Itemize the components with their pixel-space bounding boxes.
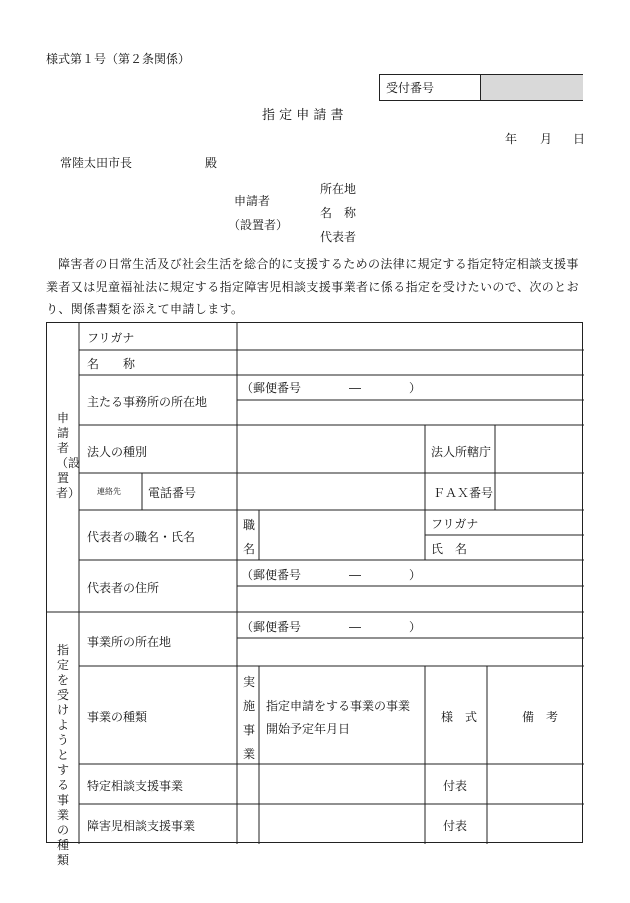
row1-remarks-field[interactable] [488, 765, 583, 803]
row2-start-date-field[interactable] [260, 805, 424, 843]
rep-name-label: 氏 名 [431, 542, 468, 556]
honorific: 殿 [205, 156, 218, 170]
date-day: 日 [573, 132, 586, 146]
addressee: 常陸太田市長 [60, 156, 133, 170]
rep-title-field[interactable] [260, 511, 424, 559]
section-applicant-label: 申請者（設置者） [56, 411, 81, 500]
rep-address-label: 代表者の住所 [87, 581, 160, 595]
row2-label: 障害児相談支援事業 [87, 819, 196, 833]
rep-postal: （郵便番号 ― ） [241, 568, 422, 582]
start-date-label: 指定申請をする事業の事業開始予定年月日 [266, 699, 411, 736]
main-office-postal: （郵便番号 ― ） [241, 381, 422, 395]
office-postal: （郵便番号 ― ） [241, 620, 422, 634]
office-address-field[interactable] [238, 639, 583, 665]
applicant-label: 申請者 [234, 194, 271, 208]
application-table [46, 322, 583, 867]
form-number: 様式第１号（第２条関係） [46, 52, 191, 66]
business-type-label: 事業の種類 [87, 710, 148, 724]
row1-start-date-field[interactable] [260, 765, 424, 803]
row1-implemented-check[interactable] [238, 765, 258, 803]
corp-authority-label: 法人所轄庁 [431, 445, 492, 459]
corp-authority-field[interactable] [496, 426, 583, 472]
contact-label: 連絡先 [97, 487, 121, 496]
furigana-label: フリガナ [87, 331, 135, 345]
phone-field[interactable] [238, 474, 424, 509]
applicant-rep-label: 代表者 [320, 230, 357, 244]
furigana-field[interactable] [238, 324, 583, 349]
rep-title-char-2: 名 [243, 542, 256, 556]
main-office-address-field[interactable] [238, 401, 583, 424]
rep-furigana-label: フリガナ [431, 517, 479, 531]
fax-label: ＦＡＸ番号 [433, 486, 494, 500]
rep-title-char-1: 職 [243, 518, 256, 532]
receipt-number-field[interactable] [480, 75, 583, 100]
row2-implemented-check[interactable] [238, 805, 258, 843]
corp-type-field[interactable] [238, 426, 424, 472]
applicant-address-label: 所在地 [320, 182, 357, 196]
phone-label: 電話番号 [148, 486, 197, 500]
rep-address-field[interactable] [238, 587, 583, 611]
date-month: 月 [540, 132, 553, 146]
row1-attached: 付表 [443, 779, 468, 793]
row1-label: 特定相談支援事業 [87, 779, 184, 793]
office-address-label: 事業所の所在地 [87, 635, 172, 649]
name-field[interactable] [238, 351, 583, 374]
main-office-address-label: 主たる事務所の所在地 [87, 395, 208, 409]
row2-remarks-field[interactable] [488, 805, 583, 843]
name-label: 名 称 [87, 357, 136, 371]
date-year: 年 [505, 132, 518, 146]
applicant-name-label: 名 称 [320, 206, 357, 220]
row2-attached: 付表 [443, 819, 468, 833]
receipt-label: 受付番号 [386, 81, 435, 95]
receipt-box [379, 74, 583, 101]
page-title: 指 定 申 請 書 [262, 108, 344, 123]
body-text: 障害者の日常生活及び社会生活を総合的に支援するための法律に規定する指定特定相談支援事業者又は児童福祉法に規定する指定障害児相談支援事業者に係る指定を受けたいので、次のとおり、関係書類を添えて申請します。 [46, 257, 579, 316]
implemented-label: 実施事業 [242, 675, 255, 761]
applicant-sublabel: （設置者） [228, 218, 289, 232]
corp-type-label: 法人の種別 [87, 445, 148, 459]
fax-field[interactable] [496, 474, 583, 509]
form-label: 様 式 [441, 710, 478, 724]
section-business-label: 指定を受けようとする事業の種類 [56, 643, 69, 867]
remarks-label: 備 考 [522, 710, 559, 724]
rep-title-name-label: 代表者の職名・氏名 [87, 530, 196, 544]
